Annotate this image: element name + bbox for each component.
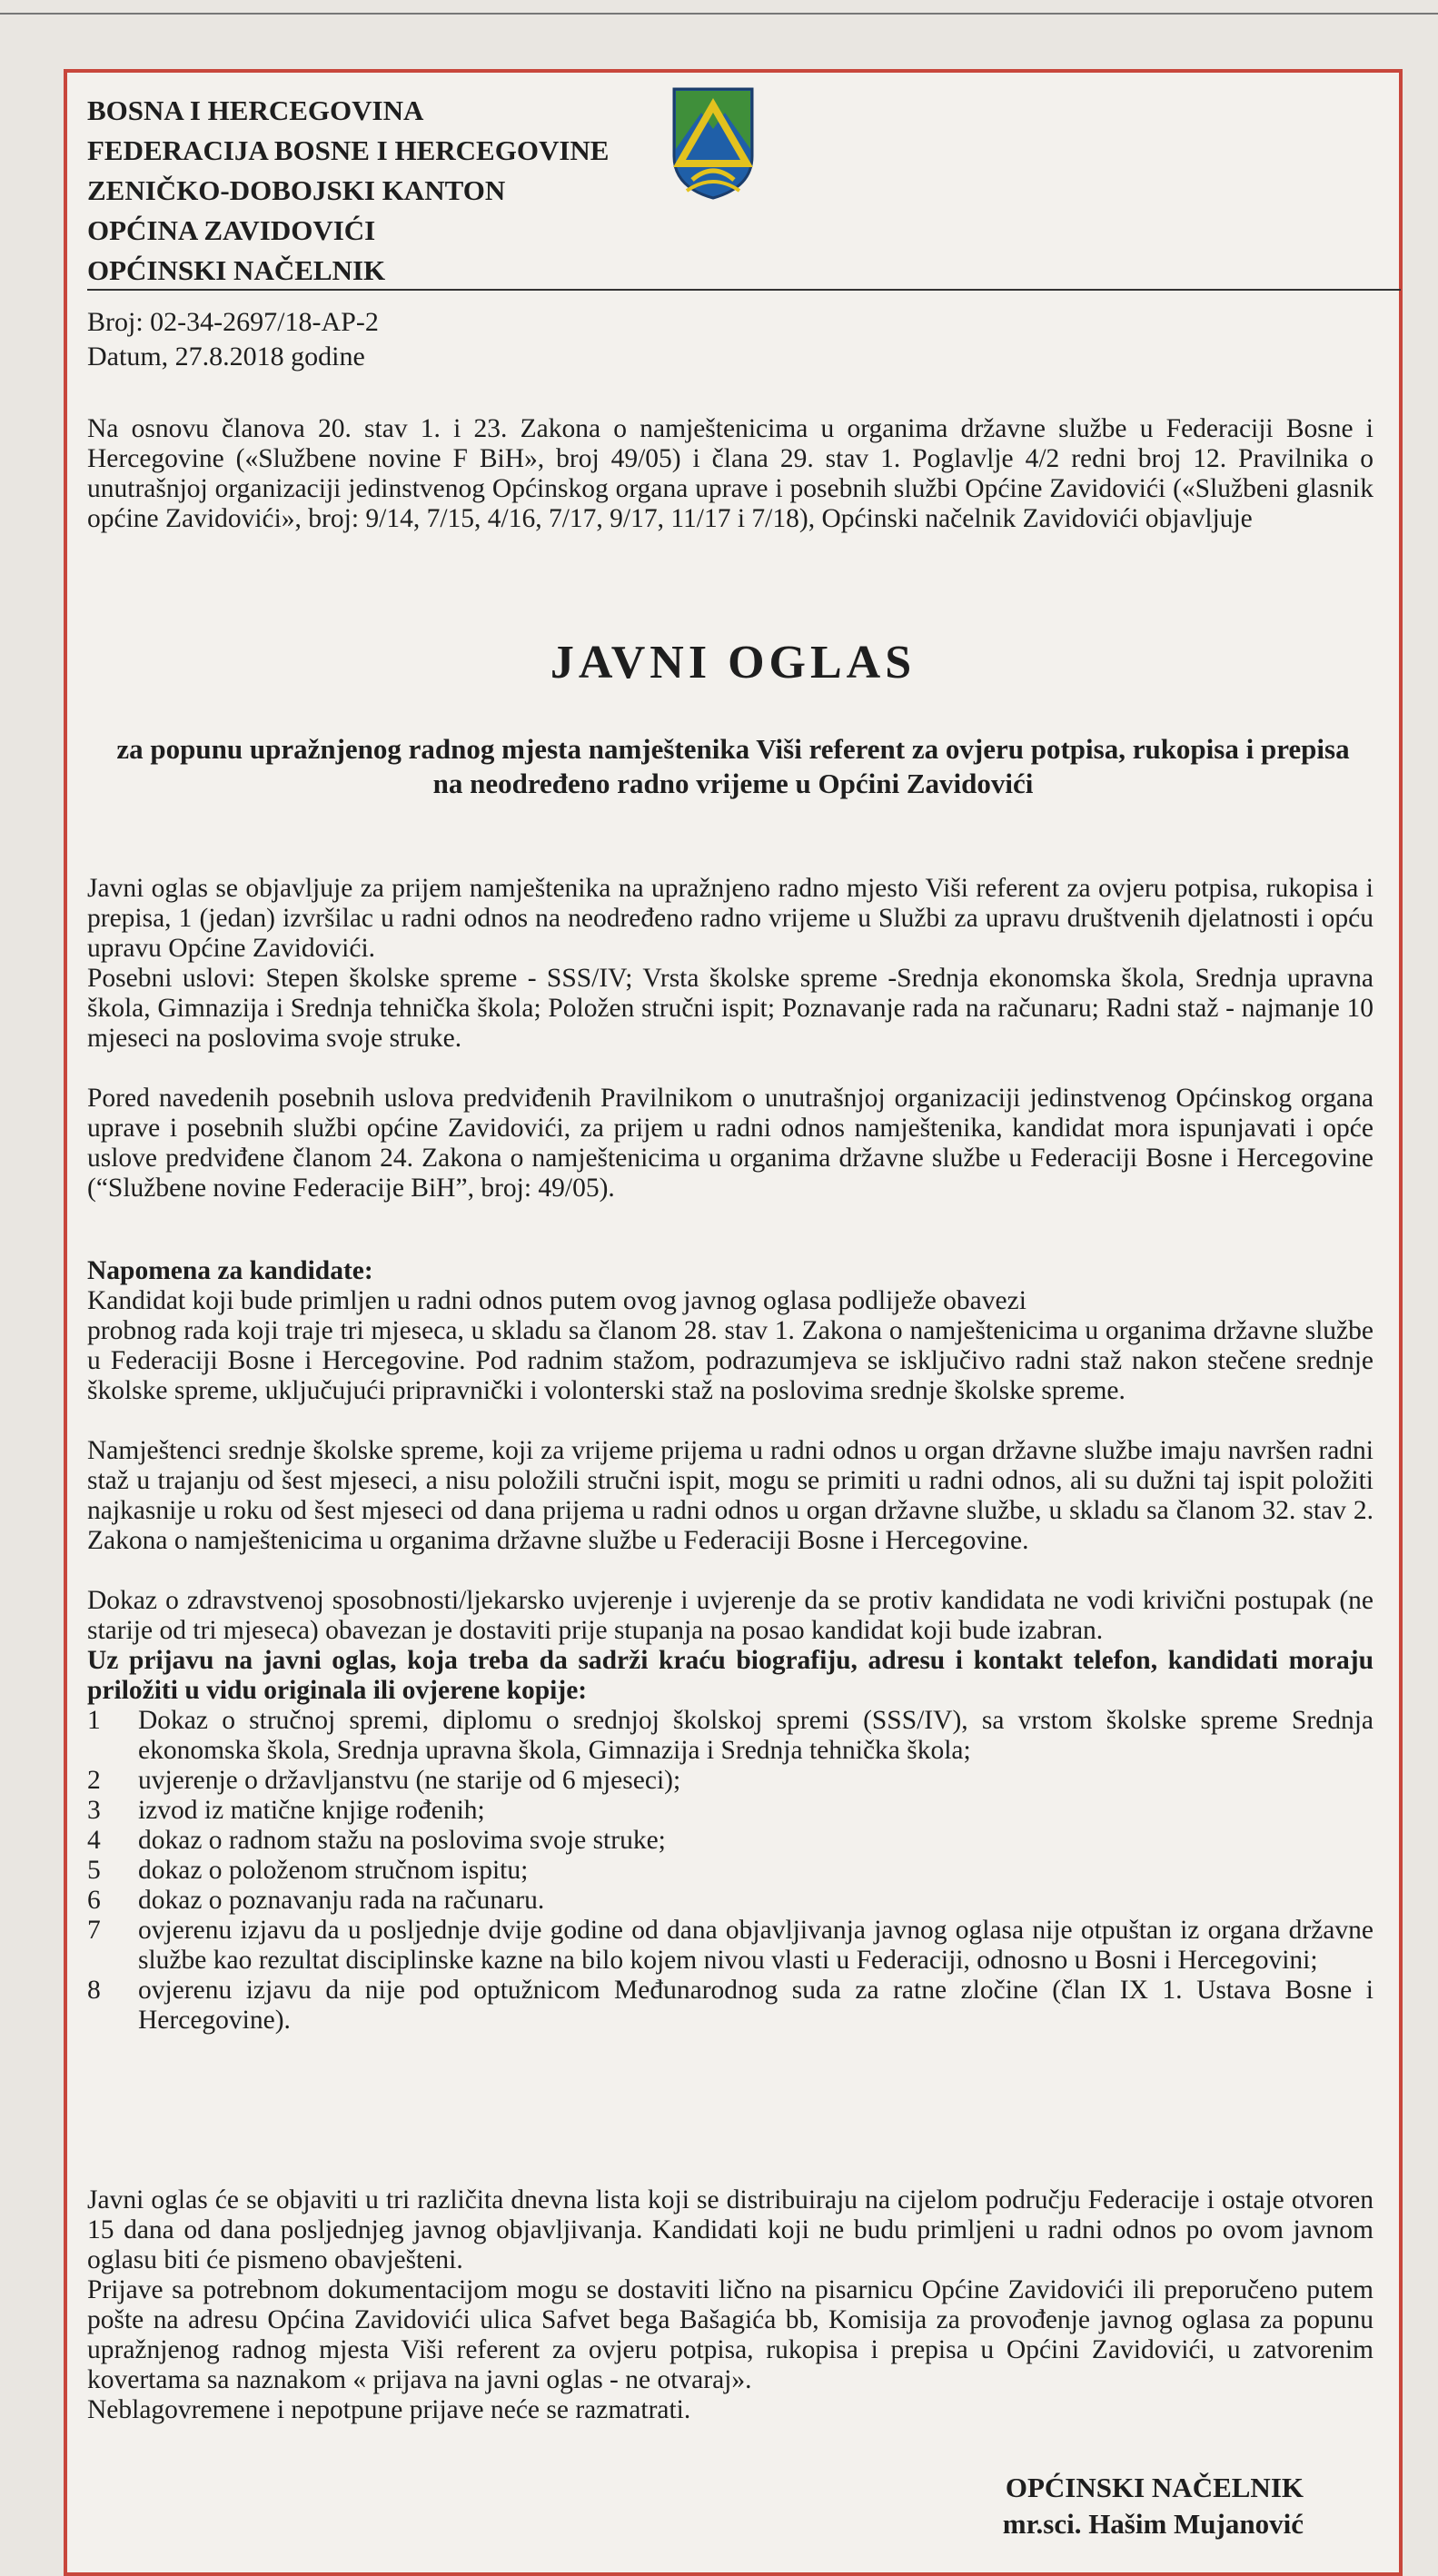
list-item-number: 3 (87, 1796, 101, 1825)
closing-paragraph-submission: Prijave sa potrebnom dokumentacijom mogu se dostaviti lično na pisarnicu Općine Zavidovići ili preporučeno putem pošte na adresu Općina Zavidovići ulica Safvet bega Bašagića bb, Komisija za provođenje javnog oglasa za popunu upražnjenog radnog mjesta Viši referent za ovjeru potpisa, rukopisa i prepisa u Općini Zavidovići, u zatvorenim kovertama sa naznakom « prijava na javni oglas - ne otvaraj». (87, 2275, 1374, 2394)
header-line: OPĆINSKI NAČELNIK (87, 254, 386, 286)
list-item (87, 1706, 1374, 1766)
signature-role: OPĆINSKI NAČELNIK (1005, 2472, 1304, 2503)
top-rule (0, 13, 1438, 15)
list-item (87, 1856, 1374, 1886)
list-item-text: dokaz o poznavanju rada na računaru. (138, 1886, 545, 1915)
list-item-text: izvod iz matične knjige rođenih; (138, 1796, 485, 1825)
list-item-text: ovjerenu izjavu da u posljednje dvije godine od dana objavljivanja javnog oglasa nije otpuštan iz organa državne službe kao rezultat disciplinske kazne na bilo kojem nivou vlasti u Federaciji, odnosno u Bosni i Hercegovini; (138, 1916, 1374, 1975)
list-item-number: 6 (87, 1886, 101, 1915)
header-line: FEDERACIJA BOSNE I HERCEGOVINE (87, 134, 610, 166)
intro-paragraph: Na osnovu članova 20. stav 1. i 23. Zakona o namještenicima u organima državne službe u Federaciji Bosne i Hercegovine («Službene novine F BiH», broj 49/05) i člana 29. stav 1. Poglavlje 4/2 redni broj 12. Pravilnika o unutrašnjoj organizaciji jedinstvenog Općinskog organa uprave i posebnih službi Općine Zavidovići («Službeni glasnik općine Zavidovići», broj: 9/14, 7/15, 4/16, 7/17, 9/17, 11/17 i 7/18), Općinski načelnik Zavidovići objavljuje (87, 414, 1374, 533)
napomena-paragraph-probation: probnog rada koji traje tri mjeseca, u skladu sa članom 28. stav 1. Zakona o namještenicima u organima državne službe u Federaciji Bosne i Hercegovine. Pod radnim stažom, podrazumjeva se isključivo radni staž nakon stečene srednje školske spreme, uključujući pripravnički i volonterski staž na poslovima srednje školske spreme. (87, 1316, 1374, 1405)
list-item-number: 7 (87, 1916, 101, 1945)
closing-paragraph-late: Neblagovremene i nepotpune prijave neće se razmatrati. (87, 2395, 691, 2424)
napomena-line-1: Kandidat koji bude primljen u radni odnos putem ovog javnog oglasa podliježe obavezi (87, 1286, 1026, 1315)
list-item-number: 2 (87, 1766, 101, 1795)
signature-name: mr.sci. Hašim Mujanović (1002, 2508, 1304, 2540)
reference-block (87, 305, 379, 374)
list-item (87, 1766, 1374, 1796)
list-item-number: 4 (87, 1826, 101, 1855)
signature-block (818, 2470, 1304, 2542)
list-item-number: 1 (87, 1706, 101, 1735)
header-line: BOSNA I HERCEGOVINA (87, 94, 424, 126)
reference-date: Datum, 27.8.2018 godine (87, 342, 365, 372)
reference-number: Broj: 02-34-2697/18-AP-2 (87, 307, 379, 337)
napomena-heading: Napomena za kandidate: (87, 1256, 373, 1285)
notice-title: JAVNI OGLAS (550, 637, 917, 689)
notice-subtitle: za popunu upražnjenog radnog mjesta namještenika Viši referent za ovjeru potpisa, rukopisa i prepisa na neodređeno radno vrijeme u Općini Zavidovići (116, 733, 1350, 799)
list-item-text: dokaz o radnom stažu na poslovima svoje struke; (138, 1826, 666, 1855)
header-line: OPĆINA ZAVIDOVIĆI (87, 214, 376, 246)
body-paragraph-special-conditions: Posebni uslovi: Stepen školske spreme - SSS/IV; Vrsta školske spreme -Srednja ekonomska škola, Srednja upravna škola, Gimnazija i Srednja tehnička škola; Položen stručni ispit; Poznavanje rada na računaru; Radni staž - najmanje 10 mjeseci na poslovima svoje struke. (87, 964, 1374, 1053)
list-item-text: ovjerenu izjavu da nije pod optužnicom Međunarodnog suda za ratne zločine (član IX 1. Ustava Bosne i Hercegovine). (138, 1976, 1374, 2035)
closing-paragraph-publication: Javni oglas će se objaviti u tri različita dnevna lista koji se distribuiraju na cijelom području Federacije i ostaje otvoren 15 dana od dana posljednjeg javnog objavljivanja. Kandidati koji ne budu primljeni u radni odnos po ovom javnom oglasu biti će pismeno obavješteni. (87, 2185, 1374, 2274)
attachments-instructions: Uz prijavu na javni oglas, koja treba da sadrži kraću biografiju, adresu i kontakt telefon, kandidati moraju priložiti u vidu originala ili ovjerene kopije: (87, 1646, 1374, 1705)
napomena-paragraph-health: Dokaz o zdravstvenoj sposobnosti/ljekarsko uvjerenje i uvjerenje da se protiv kandidata ne vodi krivični postupak (ne starije od tri mjeseca) obavezan je dostaviti prije stupanja na posao kandidat koji bude izabran. (87, 1586, 1374, 1645)
list-item-text: uvjerenje o državljanstvu (ne starije od 6 mjeseci); (138, 1766, 681, 1795)
list-item (87, 1976, 1374, 2036)
list-item (87, 1886, 1374, 1916)
header-divider (87, 289, 1401, 291)
list-item-number: 5 (87, 1856, 101, 1885)
napomena-paragraph-exam: Namještenci srednje školske spreme, koji za vrijeme prijema u radni odnos u organ državne službe imaju navršen radni staž u trajanju od šest mjeseci, a nisu položili stručni ispit, mogu se primiti u radni odnos, ali su dužni taj ispit položiti najkasnije u roku od šest mjeseci od dana prijema u radni odnos u organ državne službe, u skladu sa članom 32. stav 2. Zakona o namještenicima u organima državne službe u Federaciji Bosne i Hercegovine. (87, 1436, 1374, 1555)
list-item-number: 8 (87, 1976, 101, 2005)
list-item (87, 1826, 1374, 1856)
coat-of-arms-icon (670, 85, 756, 202)
list-item (87, 1916, 1374, 1976)
requirements-list (87, 1706, 1374, 2036)
body-paragraph-position: Javni oglas se objavljuje za prijem namještenika na upražnjeno radno mjesto Viši referent za ovjeru potpisa, rukopisa i prepisa, 1 (jedan) izvršilac u radni odnos na neodređeno radno vrijeme u Službi za upravu društvenih djelatnosti i opću upravu Općine Zavidovići. (87, 874, 1374, 963)
header-line: ZENIČKO-DOBOJSKI KANTON (87, 174, 506, 206)
issuer-header (87, 91, 609, 291)
list-item-text: Dokaz o stručnoj spremi, diplomu o srednjoj školskoj spremi (SSS/IV), sa vrstom školske spreme Srednja ekonomska škola, Srednja upravna škola, Gimnazija i Srednja tehnička škola; (138, 1706, 1374, 1765)
list-item-text: dokaz o položenom stručnom ispitu; (138, 1856, 529, 1885)
list-item (87, 1796, 1374, 1826)
body-paragraph-general-conditions: Pored navedenih posebnih uslova predviđenih Pravilnikom o unutrašnjoj organizaciji jedinstvenog Općinskog organa uprave i posebnih službi općine Zavidovići, za prijem u radni odnos namještenika, kandidat mora ispunjavati i opće uslove predviđene članom 24. Zakona o namještenicima u organima državne službe u Federaciji Bosne i Hercegovine (“Službene novine Federacije BiH”, broj: 49/05). (87, 1084, 1374, 1203)
